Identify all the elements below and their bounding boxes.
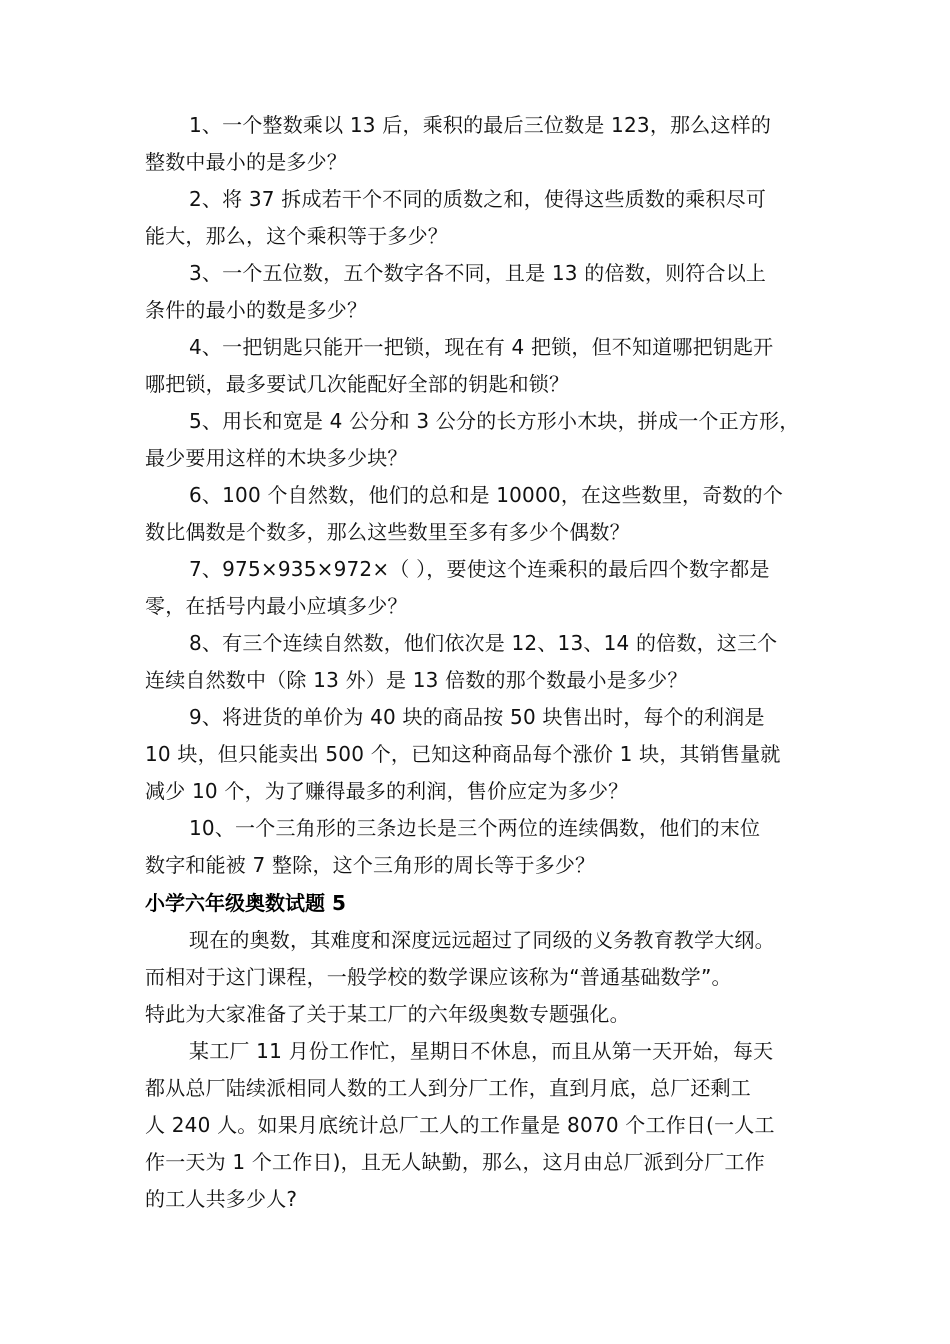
problem-item [145, 329, 825, 403]
intro-text-line: 特此为大家准备了关于某工厂的六年级奥数专题强化。 [145, 1002, 630, 1026]
problem-text-line: 连续自然数中（除 13 外）是 13 倍数的那个数最小是多少？ [145, 668, 688, 692]
problem-text-line: 8、有三个连续自然数，他们依次是 12、13、14 的倍数，这三个 [189, 631, 778, 655]
question-text-line: 的工人共多少人? [145, 1187, 298, 1211]
problem-text-line: 1、一个整数乘以 13 后，乘积的最后三位数是 123，那么这样的 [189, 113, 772, 137]
question-text-line: 某工厂 11 月份工作忙，星期日不休息，而且从第一天开始，每天 [189, 1039, 774, 1063]
problem-text-line: 5、用长和宽是 4 公分和 3 公分的长方形小木块，拼成一个正方形， [189, 409, 800, 433]
problem-item [145, 477, 825, 551]
intro-paragraph [145, 922, 825, 1033]
problem-list [145, 107, 825, 884]
problem-text-line: 10、一个三角形的三条边长是三个两位的连续偶数，他们的末位 [189, 816, 761, 840]
problem-text-line: 4、一把钥匙只能开一把锁，现在有 4 把锁，但不知道哪把钥匙开 [189, 335, 774, 359]
problem-text-line: 零，在括号内最小应填多少？ [145, 594, 408, 618]
question-text-line: 作一天为 1 个工作日)，且无人缺勤，那么，这月由总厂派到分厂工作 [145, 1150, 765, 1174]
problem-text-line: 数字和能被 7 整除，这个三角形的周长等于多少？ [145, 853, 596, 877]
problem-item [145, 699, 825, 810]
document-page [145, 107, 825, 1218]
problem-text-line: 6、100 个自然数，他们的总和是 10000，在这些数里，奇数的个 [189, 483, 784, 507]
question-paragraph [145, 1033, 825, 1218]
problem-item [145, 255, 825, 329]
problem-item [145, 403, 825, 477]
problem-text-line: 哪把锁，最多要试几次能配好全部的钥匙和锁？ [145, 372, 570, 396]
problem-text-line: 减少 10 个，为了赚得最多的利润，售价应定为多少？ [145, 779, 629, 803]
problem-item [145, 810, 825, 884]
problem-text-line: 整数中最小的是多少？ [145, 150, 347, 174]
problem-item [145, 551, 825, 625]
intro-text-line: 现在的奥数，其难度和深度远远超过了同级的义务教育教学大纲。 [189, 928, 775, 952]
problem-text-line: 9、将进货的单价为 40 块的商品按 50 块售出时，每个的利润是 [189, 705, 765, 729]
problem-text-line: 2、将 37 拆成若干个不同的质数之和，使得这些质数的乘积尽可 [189, 187, 767, 211]
problem-item [145, 107, 825, 181]
problem-text-line: 3、一个五位数，五个数字各不同，且是 13 的倍数，则符合以上 [189, 261, 767, 285]
problem-text-line: 能大，那么，这个乘积等于多少？ [145, 224, 448, 248]
question-text-line: 都从总厂陆续派相同人数的工人到分厂工作，直到月底，总厂还剩工 [145, 1076, 751, 1100]
problem-text-line: 最少要用这样的木块多少块？ [145, 446, 408, 470]
problem-text-line: 7、975×935×972×（ ），要使这个连乘积的最后四个数字都是 [189, 557, 770, 581]
problem-text-line: 条件的最小的数是多少？ [145, 298, 368, 322]
section-title: 小学六年级奥数试题 5 [145, 891, 346, 915]
problem-item [145, 181, 825, 255]
problem-text-line: 数比偶数是个数多，那么这些数里至多有多少个偶数？ [145, 520, 630, 544]
problem-item [145, 625, 825, 699]
problem-text-line: 10 块，但只能卖出 500 个，已知这种商品每个涨价 1 块，其销售量就 [145, 742, 781, 766]
question-text-line: 人 240 人。如果月底统计总厂工人的工作量是 8070 个工作日(一人工 [145, 1113, 775, 1137]
intro-text-line: 而相对于这门课程，一般学校的数学课应该称为“普通基础数学”。 [145, 965, 732, 989]
